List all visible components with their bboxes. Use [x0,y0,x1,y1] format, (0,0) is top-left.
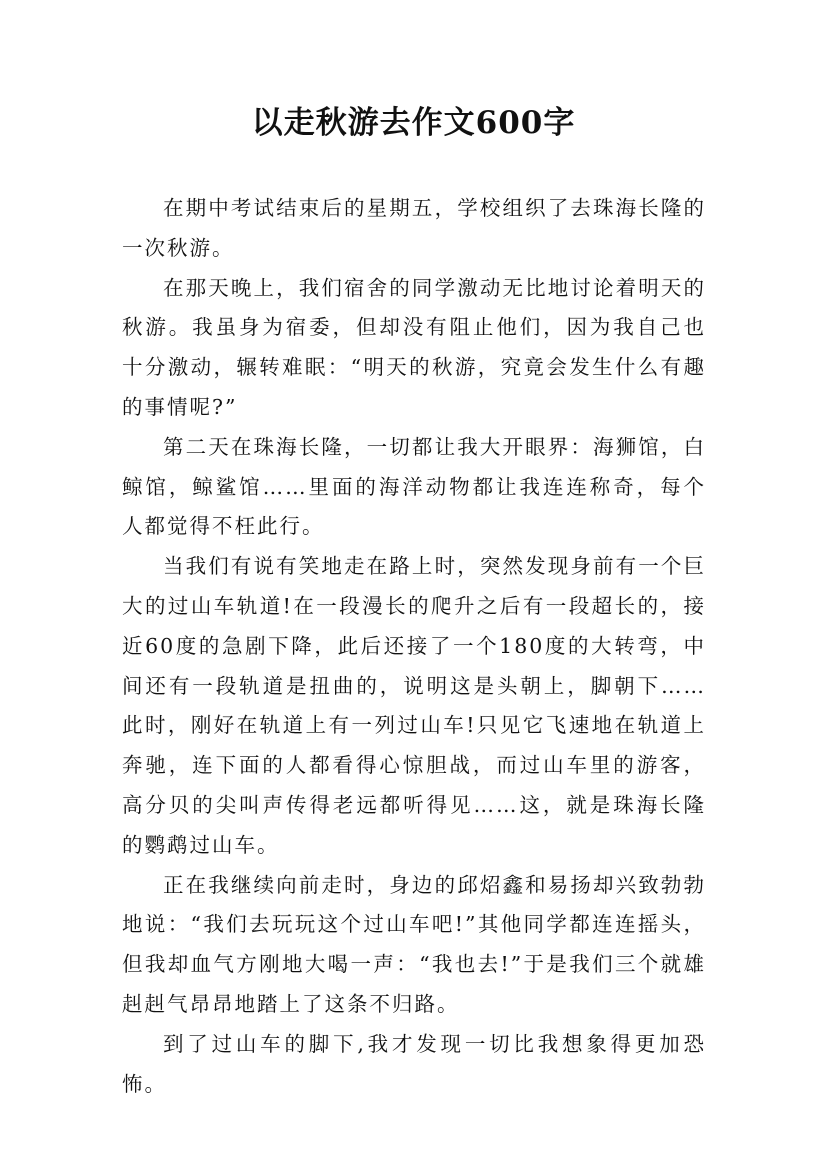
paragraph-1: 在期中考试结束后的星期五，学校组织了去珠海长隆的一次秋游。 [122,196,706,260]
paragraph-3: 第二天在珠海长隆，一切都让我大开眼界：海狮馆，白鲸馆，鲸鲨馆……里面的海洋动物都让我连连称奇，每个人都觉得不枉此行。 [122,434,706,539]
paragraph-4: 当我们有说有笑地走在路上时，突然发现身前有一个巨大的过山车轨道!在一段漫长的爬升之后有一段超长的，接近60度的急剧下降，此后还接了一个180度的大转弯，中间还有一段轨道是扭曲的，说明这是头朝上，脚朝下……此时，刚好在轨道上有一列过山车!只见它飞速地在轨道上奔驰，连下面的人都看得心惊胆战，而过山车里的游客，高分贝的尖叫声传得老远都听得见……这，就是珠海长隆的鹦鹉过山车。 [122,554,706,857]
page-title: 以走秋游去作文600字 [251,105,576,141]
paragraph-2: 在那天晚上，我们宿舍的同学激动无比地讨论着明天的秋游。我虽身为宿委，但却没有阻止他们，因为我自己也十分激动，辗转难眠：“明天的秋游，究竟会发生什么有趣的事情呢?” [122,275,706,419]
article-body [122,189,706,1104]
paragraph-5: 正在我继续向前走时，身边的邱炤鑫和易扬却兴致勃勃地说：“我们去玩玩这个过山车吧!”其他同学都连连摇头，但我却血气方刚地大喝一声：“我也去!”于是我们三个就雄赳赳气昂昂地踏上了这条不归路。 [122,872,706,1016]
paragraph-6: 到了过山车的脚下,我才发现一切比我想象得更加恐怖。 [122,1031,706,1096]
